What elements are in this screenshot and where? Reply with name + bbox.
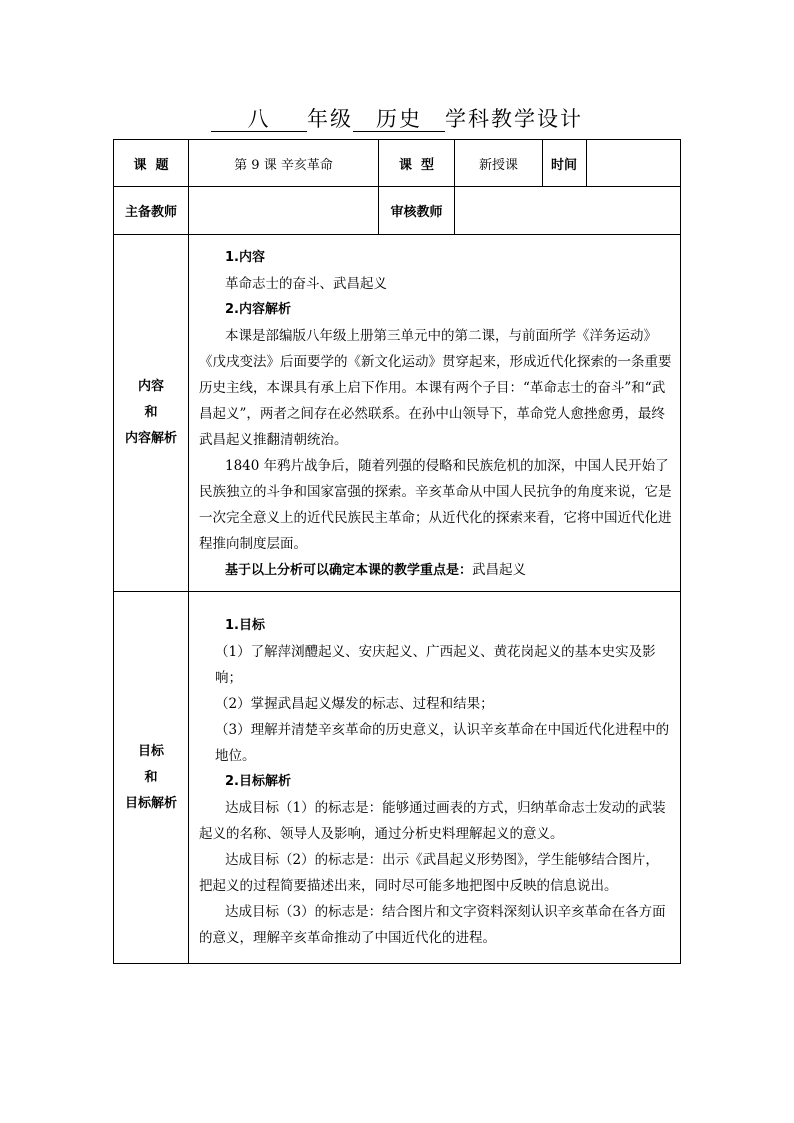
topic-label: 课 题	[133, 157, 169, 173]
content-heading-1: 1.内容	[225, 249, 265, 265]
goal-body	[189, 592, 681, 964]
goal-side-line-3: 目标解析	[124, 795, 177, 811]
content-analysis-paragraph-2: 1840 年鸦片战争后，随着列强的侵略和民族危机的加深，中国人民开始了民族独立的斗争和国家富强的探索。辛亥革命从中国人民抗争的角度来说，它是一次完全意义上的近代民族民主革命；从近代化的探索来看，它将中国近代化进程推向制度层面。	[199, 457, 672, 552]
goal-heading-2: 2.目标解析	[225, 773, 291, 789]
goal-side-line-1: 目标	[137, 743, 164, 759]
teacher-value-cell[interactable]	[189, 187, 379, 235]
goal-item-1: （1）了解萍浏醴起义、安庆起义、广西起义、黄花岗起义的基本史实及影响；	[215, 643, 656, 686]
teacher-label-cell	[114, 187, 189, 235]
type-label: 课 型	[398, 157, 435, 173]
document-title	[0, 105, 794, 133]
content-text-1: 革命志士的奋斗、武昌起义	[225, 275, 387, 292]
goal-analysis-2: 达成目标（2）的标志是：出示《武昌起义形势图》，学生能够结合图片，把起义的过程简要描述出来，同时尽可能多地把图中反映的信息说出。	[199, 851, 659, 894]
topic-label-cell	[114, 140, 189, 187]
reviewer-label: 审核教师	[390, 205, 443, 220]
goal-analysis-1: 达成目标（1）的标志是：能够通过画表的方式，归纳革命志士发动的武装起义的名称、领导人及影响，通过分析史料理解起义的意义。	[199, 799, 666, 842]
lesson-plan-table	[113, 139, 681, 964]
info-row-topic	[114, 140, 681, 187]
teaching-focus-label: 基于以上分析可以确定本课的教学重点是：	[225, 562, 473, 578]
topic-value: 第 9 课 辛亥革命	[234, 157, 333, 173]
title-suffix: 学科教学设计	[445, 107, 583, 131]
goal-side-label	[114, 592, 189, 964]
time-label-cell	[543, 140, 587, 187]
teaching-focus	[199, 557, 672, 584]
content-row	[114, 235, 681, 592]
subject-value: 历史	[376, 107, 422, 131]
goal-item-2: （2）掌握武昌起义爆发的标志、过程和结果；	[215, 695, 494, 712]
goal-item-3: （3）理解并清楚辛亥革命的历史意义，认识辛亥革命在中国近代化进程中的地位。	[215, 721, 670, 764]
grade-value: 八	[247, 107, 271, 131]
grade-suffix: 年级	[307, 107, 353, 131]
info-row-teachers	[114, 187, 681, 235]
content-side-line-2: 和	[144, 405, 158, 420]
type-value: 新授课	[478, 157, 518, 173]
type-value-cell	[455, 140, 543, 187]
content-analysis-paragraph-1: 本课是部编版八年级上册第三单元中的第二课，与前面所学《洋务运动》《戊戌变法》后面要学的《新文化运动》贯穿起来，形成近代化探索的一条重要历史主线，本课具有承上启下作用。本课有两个子目：“革命志士的奋斗”和“武昌起义”，两者之间存在必然联系。在孙中山领导下，革命党人愈挫愈勇，最终武昌起义推翻清朝统治。	[199, 327, 672, 448]
time-value-cell[interactable]	[587, 140, 681, 187]
content-side-line-3: 内容解析	[124, 431, 177, 446]
content-side-line-1: 内容	[137, 379, 164, 394]
goal-heading-1: 1.目标	[225, 617, 265, 633]
grade-blank	[211, 107, 307, 132]
reviewer-value-cell[interactable]	[455, 187, 681, 235]
teaching-focus-value: 武昌起义	[472, 561, 527, 578]
teacher-label: 主备教师	[124, 205, 177, 220]
goal-side-line-2: 和	[144, 769, 158, 785]
time-label: 时间	[551, 157, 578, 173]
subject-blank	[353, 107, 445, 132]
topic-value-cell	[189, 140, 379, 187]
content-heading-2: 2.内容解析	[225, 301, 291, 317]
type-label-cell	[379, 140, 455, 187]
goal-row	[114, 592, 681, 964]
content-body	[189, 235, 681, 592]
content-side-label	[114, 235, 189, 592]
reviewer-label-cell	[379, 187, 455, 235]
goal-analysis-3: 达成目标（3）的标志是：结合图片和文字资料深刻认识辛亥革命在各方面的意义，理解辛亥革命推动了中国近代化的进程。	[199, 903, 666, 946]
